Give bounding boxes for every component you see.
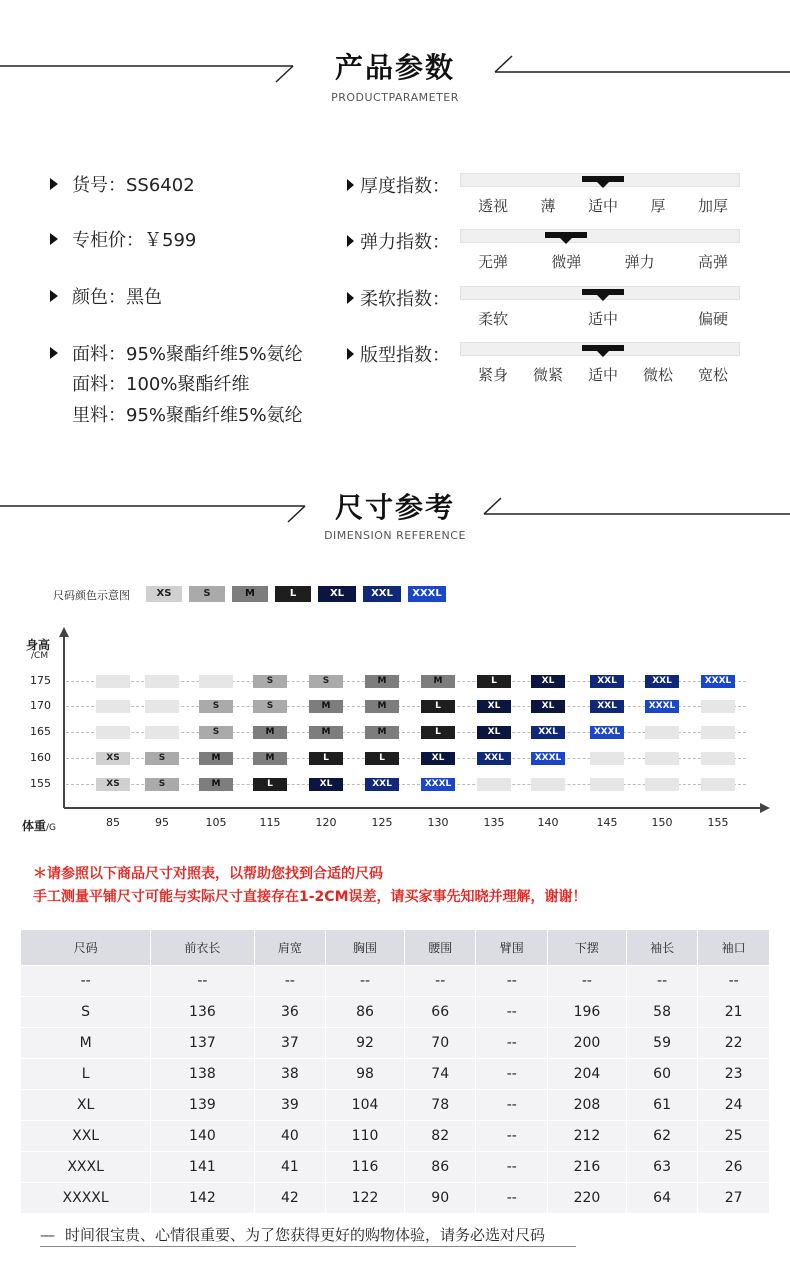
table-cell: 196 — [548, 997, 627, 1028]
size-cell: M — [253, 726, 287, 739]
size-cell: L — [253, 778, 287, 791]
table-cell: 74 — [404, 1059, 476, 1090]
table-cell: 59 — [626, 1028, 698, 1059]
y-tick-label: 160 — [30, 751, 51, 764]
table-cell: -- — [476, 1183, 548, 1214]
table-cell: 24 — [698, 1090, 770, 1121]
index-option: 高弹 — [697, 253, 728, 271]
size-cell: S — [253, 675, 287, 688]
table-cell: 60 — [626, 1059, 698, 1090]
table-cell: 62 — [626, 1121, 698, 1152]
spec-fabric2: 面料：100%聚酯纤维 — [72, 374, 250, 395]
size-cell: XXL — [590, 700, 624, 713]
size-cell: XL — [421, 752, 455, 765]
table-cell: M — [21, 1028, 151, 1059]
x-tick-label: 145 — [596, 816, 618, 829]
x-tick-label: 95 — [155, 816, 169, 829]
table-header-row — [21, 930, 770, 966]
index-indicator-marker — [582, 345, 624, 351]
index-option: 适中 — [587, 310, 618, 328]
legend-swatch: S — [189, 586, 225, 602]
table-row — [21, 1121, 770, 1152]
table-cell: 137 — [151, 1028, 254, 1059]
chart-axes — [0, 625, 790, 825]
table-cell: -- — [21, 966, 151, 997]
table-cell: 140 — [151, 1121, 254, 1152]
table-cell: 82 — [404, 1121, 476, 1152]
table-cell: 104 — [326, 1090, 405, 1121]
table-cell: 208 — [548, 1090, 627, 1121]
table-cell: 78 — [404, 1090, 476, 1121]
index-option: 微松 — [642, 366, 673, 384]
table-header-cell: 肩宽 — [254, 930, 326, 966]
size-cell — [645, 752, 679, 765]
table-cell: XL — [21, 1090, 151, 1121]
size-cell — [701, 700, 735, 713]
index-option: 加厚 — [697, 197, 728, 215]
index-option: 微紧 — [532, 366, 563, 384]
size-cell — [590, 752, 624, 765]
index-option: 薄 — [540, 197, 556, 215]
size-cell: XXXL — [701, 675, 735, 688]
table-cell: 21 — [698, 997, 770, 1028]
table-cell: 66 — [404, 997, 476, 1028]
table-cell: XXXXL — [21, 1183, 151, 1214]
size-cell — [701, 778, 735, 791]
table-cell: -- — [326, 966, 405, 997]
x-tick-label: 85 — [106, 816, 120, 829]
index-option: 偏硬 — [697, 310, 728, 328]
table-header-cell: 胸围 — [326, 930, 405, 966]
x-tick-label: 135 — [483, 816, 505, 829]
index-option: 适中 — [587, 197, 618, 215]
table-cell: 64 — [626, 1183, 698, 1214]
size-cell: S — [253, 700, 287, 713]
size-cell — [96, 700, 130, 713]
bullet-triangle-icon — [347, 292, 354, 304]
table-cell: 138 — [151, 1059, 254, 1090]
bullet-triangle-icon — [347, 348, 354, 360]
table-cell: 204 — [548, 1059, 627, 1090]
table-cell: 142 — [151, 1183, 254, 1214]
index-option: 宽松 — [697, 366, 728, 384]
table-header-cell: 腰围 — [404, 930, 476, 966]
x-axis-title: 体重 — [22, 819, 47, 833]
table-cell: 26 — [698, 1152, 770, 1183]
table-cell: -- — [476, 966, 548, 997]
index-option: 透视 — [477, 197, 508, 215]
x-tick-label: 105 — [205, 816, 227, 829]
x-tick-label: 150 — [651, 816, 673, 829]
size-cell: L — [309, 752, 343, 765]
index-label: 厚度指数： — [347, 172, 450, 198]
table-cell: -- — [698, 966, 770, 997]
table-cell: 200 — [548, 1028, 627, 1059]
table-cell: -- — [476, 997, 548, 1028]
index-option: 微弹 — [551, 253, 582, 271]
size-cell: XXL — [477, 752, 511, 765]
size-cell: L — [365, 752, 399, 765]
index-indicator-marker — [582, 176, 624, 182]
size-cell: S — [199, 700, 233, 713]
index-option: 厚 — [650, 197, 666, 215]
table-row — [21, 1059, 770, 1090]
legend-swatch: XXXL — [408, 586, 446, 602]
index-label: 版型指数： — [347, 341, 450, 367]
table-header-cell: 臂围 — [476, 930, 548, 966]
x-axis-unit: /G — [46, 823, 57, 833]
table-cell: 36 — [254, 997, 326, 1028]
y-axis-title: 身高 — [26, 638, 51, 652]
table-cell: 122 — [326, 1183, 405, 1214]
table-cell: -- — [254, 966, 326, 997]
size-cell: M — [421, 675, 455, 688]
spec-color: 颜色：黑色 — [50, 283, 162, 309]
legend-swatch: XXL — [363, 586, 401, 602]
table-cell: 139 — [151, 1090, 254, 1121]
size-cell: M — [365, 700, 399, 713]
section2-subtitle: DIMENSION REFERENCE — [324, 529, 466, 542]
table-cell: -- — [476, 1028, 548, 1059]
table-cell: -- — [476, 1121, 548, 1152]
table-cell: 41 — [254, 1152, 326, 1183]
size-cell: XXL — [645, 675, 679, 688]
table-header-cell: 尺码 — [21, 930, 151, 966]
footer-note: — 时间很宝贵、心情很重要、为了您获得更好的购物体验，请务必选对尺码 — [40, 1226, 546, 1244]
bullet-triangle-icon — [50, 290, 58, 302]
legend-swatch: M — [232, 586, 268, 602]
index-option: 适中 — [587, 366, 618, 384]
legend-label: 尺码颜色示意图 — [53, 589, 130, 602]
table-cell: 216 — [548, 1152, 627, 1183]
size-cell — [531, 778, 565, 791]
table-cell: S — [21, 997, 151, 1028]
bullet-triangle-icon — [347, 179, 354, 191]
table-row — [21, 1183, 770, 1214]
spec-fabric1: 面料：95%聚酯纤维5%氨纶 — [50, 340, 303, 366]
size-cell — [145, 675, 179, 688]
table-header-cell: 前衣长 — [151, 930, 254, 966]
table-row — [21, 997, 770, 1028]
size-cell: XXL — [531, 726, 565, 739]
x-tick-label: 120 — [315, 816, 337, 829]
size-cell: S — [145, 778, 179, 791]
table-cell: -- — [404, 966, 476, 997]
warning-line-1: ＊请参照以下商品尺寸对照表，以帮助您找到合适的尺码 — [33, 866, 383, 882]
table-cell: 39 — [254, 1090, 326, 1121]
table-cell: -- — [476, 1152, 548, 1183]
index-option: 柔软 — [477, 310, 508, 328]
table-cell: 22 — [698, 1028, 770, 1059]
table-cell: -- — [548, 966, 627, 997]
table-header-cell: 袖口 — [698, 930, 770, 966]
size-cell: S — [309, 675, 343, 688]
table-cell: XXL — [21, 1121, 151, 1152]
size-cell: S — [145, 752, 179, 765]
size-cell: XXXL — [590, 726, 624, 739]
y-tick-label: 170 — [30, 699, 51, 712]
size-cell — [199, 675, 233, 688]
index-indicator-marker — [582, 289, 624, 295]
index-indicator-marker — [545, 232, 587, 238]
size-cell — [590, 778, 624, 791]
table-row — [21, 1028, 770, 1059]
table-cell: -- — [626, 966, 698, 997]
size-cell: M — [253, 752, 287, 765]
size-cell: XL — [531, 675, 565, 688]
warning-line-2: 手工测量平铺尺寸可能与实际尺寸直接存在1-2CM误差，请买家事先知晓并理解，谢谢！ — [33, 889, 587, 905]
footer-dash: — — [40, 1226, 55, 1244]
size-cell — [145, 726, 179, 739]
table-row — [21, 1152, 770, 1183]
table-row — [21, 1090, 770, 1121]
size-cell: S — [199, 726, 233, 739]
table-cell: 141 — [151, 1152, 254, 1183]
bullet-triangle-icon — [347, 235, 354, 247]
index-label: 柔软指数： — [347, 285, 450, 311]
y-tick-label: 165 — [30, 725, 51, 738]
size-table — [20, 929, 770, 1214]
y-tick-label: 155 — [30, 777, 51, 790]
size-cell: M — [309, 700, 343, 713]
footer-underline — [40, 1246, 576, 1247]
table-cell: 40 — [254, 1121, 326, 1152]
table-cell: 42 — [254, 1183, 326, 1214]
size-cell — [96, 675, 130, 688]
size-cell: XXXL — [531, 752, 565, 765]
index-scale-bar — [460, 229, 740, 243]
size-cell: M — [199, 752, 233, 765]
index-option: 无弹 — [477, 253, 508, 271]
table-cell: L — [21, 1059, 151, 1090]
table-cell: 86 — [326, 997, 405, 1028]
spec-item-no: 货号：SS6402 — [50, 171, 195, 197]
size-cell: M — [199, 778, 233, 791]
bullet-triangle-icon — [50, 178, 58, 190]
x-tick-label: 130 — [427, 816, 449, 829]
table-cell: 116 — [326, 1152, 405, 1183]
table-cell: 110 — [326, 1121, 405, 1152]
size-cell — [96, 726, 130, 739]
size-cell: XL — [477, 726, 511, 739]
section2-title: 尺寸参考 — [334, 491, 455, 524]
table-cell: 37 — [254, 1028, 326, 1059]
size-cell — [645, 726, 679, 739]
table-cell: 98 — [326, 1059, 405, 1090]
x-tick-label: 155 — [707, 816, 729, 829]
size-cell: XXL — [590, 675, 624, 688]
table-cell: 58 — [626, 997, 698, 1028]
x-tick-label: 115 — [259, 816, 281, 829]
legend-swatch: L — [275, 586, 311, 602]
table-cell: 212 — [548, 1121, 627, 1152]
legend-swatch: XL — [318, 586, 356, 602]
table-cell: 25 — [698, 1121, 770, 1152]
table-cell: 23 — [698, 1059, 770, 1090]
y-tick-label: 175 — [30, 674, 51, 687]
table-cell: 61 — [626, 1090, 698, 1121]
index-option: 紧身 — [477, 366, 508, 384]
spec-lining: 里料：95%聚酯纤维5%氨纶 — [72, 405, 303, 426]
table-cell: -- — [476, 1059, 548, 1090]
table-cell: -- — [476, 1090, 548, 1121]
section1-title: 产品参数 — [334, 51, 455, 84]
table-cell: 63 — [626, 1152, 698, 1183]
table-cell: 86 — [404, 1152, 476, 1183]
size-cell: M — [309, 726, 343, 739]
size-cell: M — [365, 726, 399, 739]
size-cell — [477, 778, 511, 791]
size-cell: XL — [531, 700, 565, 713]
table-cell: 220 — [548, 1183, 627, 1214]
table-cell: 90 — [404, 1183, 476, 1214]
spec-price: 专柜价：￥599 — [50, 226, 196, 252]
size-cell: XXXL — [421, 778, 455, 791]
size-cell — [701, 726, 735, 739]
table-header-cell: 下摆 — [548, 930, 627, 966]
table-cell: -- — [151, 966, 254, 997]
size-cell: M — [365, 675, 399, 688]
table-row — [21, 966, 770, 997]
size-cell: XS — [96, 778, 130, 791]
index-label: 弹力指数： — [347, 228, 450, 254]
table-cell: 27 — [698, 1183, 770, 1214]
size-cell — [701, 752, 735, 765]
table-cell: 136 — [151, 997, 254, 1028]
size-cell: L — [421, 726, 455, 739]
size-cell: XS — [96, 752, 130, 765]
table-cell: XXXL — [21, 1152, 151, 1183]
table-cell: 70 — [404, 1028, 476, 1059]
index-option: 弹力 — [624, 253, 655, 271]
legend-swatch: XS — [146, 586, 182, 602]
table-cell: 38 — [254, 1059, 326, 1090]
table-header-cell: 袖长 — [626, 930, 698, 966]
table-cell: 92 — [326, 1028, 405, 1059]
y-axis-unit: /CM — [31, 651, 49, 661]
bullet-triangle-icon — [50, 347, 58, 359]
section1-subtitle: PRODUCTPARAMETER — [331, 91, 459, 104]
size-cell: XL — [309, 778, 343, 791]
size-cell: XL — [477, 700, 511, 713]
size-cell — [645, 778, 679, 791]
size-cell: L — [477, 675, 511, 688]
size-cell: XXL — [365, 778, 399, 791]
size-cell: XXXL — [645, 700, 679, 713]
x-tick-label: 140 — [537, 816, 559, 829]
x-tick-label: 125 — [371, 816, 393, 829]
size-cell: L — [421, 700, 455, 713]
bullet-triangle-icon — [50, 233, 58, 245]
size-cell — [145, 700, 179, 713]
